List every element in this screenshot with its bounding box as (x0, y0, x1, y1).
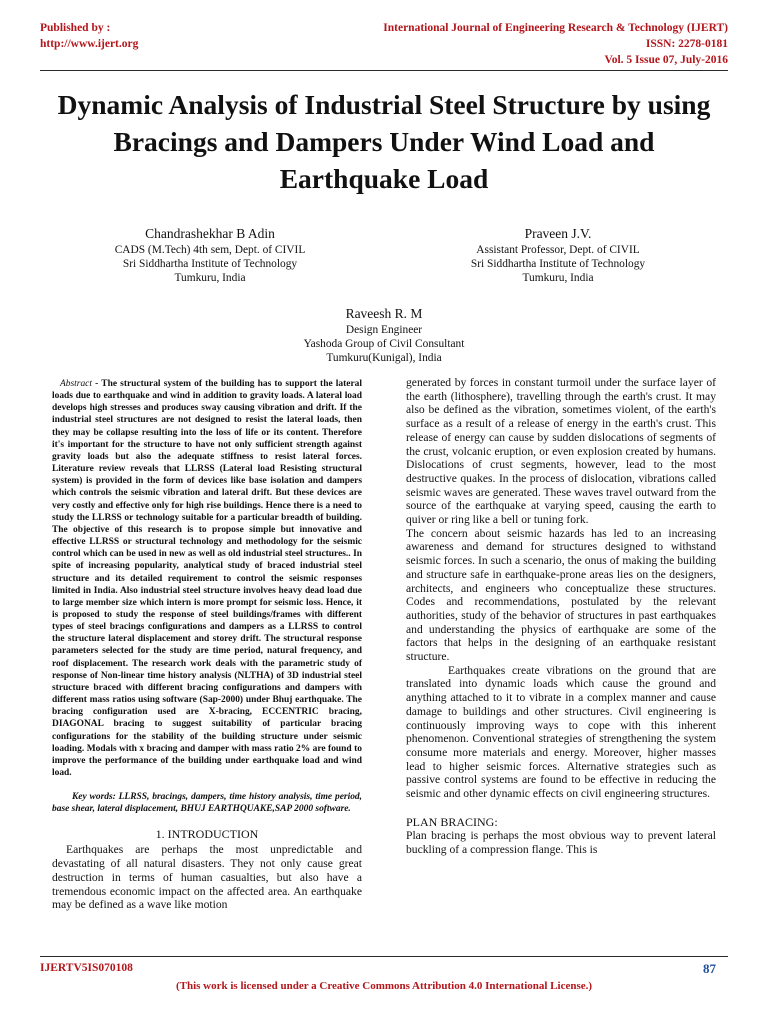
author-institution: Yashoda Group of Civil Consultant (303, 338, 465, 350)
body-paragraph: Plan bracing is perhaps the most obvious way to prevent lateral buckling of a compression flange. This is (406, 828, 716, 856)
abstract-label: Abstract (60, 379, 92, 389)
abstract (52, 378, 362, 779)
left-column (52, 378, 362, 912)
right-column (406, 376, 716, 856)
publisher-url-link[interactable]: http://www.ijert.org (40, 38, 139, 50)
author-block (60, 225, 360, 285)
publisher-label: Published by : (40, 22, 111, 34)
paper-id: IJERTV5IS070108 (40, 962, 133, 974)
intro-paragraph: Earthquakes are perhaps the most unpredictable and devastating of all natural disasters. They not only cause great destruction in terms of human casualties, but also have a tremendous economic impact on the affected area. An earthquake may be defined as a wave like motion (52, 843, 362, 912)
license-notice: (This work is licensed under a Creative Commons Attribution 4.0 International License.) (175, 980, 593, 992)
body-paragraph: Earthquakes create vibrations on the ground that are translated into dynamic loads which cause the ground and anything attached to it to vibrate in a complex manner and cause damage to buildings and other structures. Civil engineering is continuously improving ways to cope with this inherent phenomenon. Conventional strategies of strengthening the system consume more materials and energy. Moreover, higher masses lead to higher seismic forces. Alternative strategies such as passive control systems are found to be effective in reducing the seismic and other dynamic effects on civil engineering structures. (406, 663, 716, 801)
author-affiliation: CADS (M.Tech) 4th sem, Dept. of CIVIL (114, 244, 306, 256)
issn: ISSN: 2278-0181 (645, 38, 728, 50)
author-institution: Sri Siddhartha Institute of Technology (470, 258, 646, 270)
keywords: Key words: LLRSS, bracings, dampers, time history analysis, time period, base shear, lateral displacement, BHUJ EARTHQUAKE,SAP 2000 software. (52, 792, 362, 815)
author-institution: Sri Siddhartha Institute of Technology (122, 258, 298, 270)
abstract-text: - The structural system of the building has to support the lateral loads due to earthquake and wind in addition to gravity loads. A lateral load develops high stresses and produces sway causing vibration and drift. If the industrial steel structures are not designed to resist the lateral loads, then they may be collapse resulting into the loss of life or its content. Therefore it's important for the structure to have not only sufficient strength against gravity loads but also the adequate stiffness to resist lateral forces. Literature review reveals that LLRSS (Lateral load Resisting structural system) is provided in the form of devices like base isolation and dampers which controls the seismic vibration and lateral drift. But these devices are very costly and effective only for high rise buildings. Hence there is a need to study the LLRSS or technology suitable for a particular breadth of building. The objective of this research is to propose simple but innovative and effective LLRSS or structural technology and methodology for the seismic control which can be used in new as well as old industrial steel structures.. In spite of increasing popularity, analytical study of braced industrial steel structure and its detailed requirement to control the seismic responses limited in India. Also industrial steel structure involves heavy dead load due to large member size which intern is more prompt for seismic loss. Hence, it is proposed to study the response of steel buildings/frames with different types of steel bracings configurations and dampers as a LLRSS to control the structure lateral displacement and storey drift. The structural response parameters selected for the study are time period, natural frequency, and roof displacement. The research work deals with the parametric study of response of Non-linear time history analysis (NLTHA) of 3D industrial steel structure braced with different bracing configurations and dampers with different mass ratios using software (Sap-2000) under Bhuj earthquake. The bracing configuration used are X-bracing, ECCENTRIC bracing, DIAGONAL bracing to suggest suitability of particular bracing configurations for the stability of the building structure under seismic loading. Modals with x bracing and damper with mass ratio 2% are found to improve the performance of the building under earthquake load and wind load. (52, 379, 363, 778)
volume-issue: Vol. 5 Issue 07, July-2016 (604, 54, 728, 66)
author-affiliation: Assistant Professor, Dept. of CIVIL (476, 244, 640, 256)
author-name: Praveen J.V. (524, 226, 592, 241)
author-block (408, 225, 708, 285)
footer-divider (40, 956, 728, 957)
section-heading-introduction: 1. INTRODUCTION (155, 827, 259, 842)
body-paragraph: The concern about seismic hazards has led to an increasing awareness and demand for structures designed to withstand seismic forces. In such a scenario, the onus of making the building and structure safe in earthquake-prone areas lies on the designers, architects, and engineers who conceptualize these structures. Codes and recommendations, postulated by the relevant authorities, study of the behavior of structures in past earthquakes and understanding the physics of earthquake are some of the factors that helps in the designing of an earthquake resistant structure. (406, 526, 716, 664)
author-name: Chandrashekhar B Adin (145, 226, 275, 241)
header-divider (40, 70, 728, 71)
paper-title: Dynamic Analysis of Industrial Steel Structure by using Bracings and Dampers Under Wind Load and Earthquake Load (57, 89, 711, 194)
author-location: Tumkuru, India (522, 272, 594, 284)
journal-info-block (383, 20, 728, 68)
publisher-block (40, 20, 138, 52)
page-number: 87 (703, 961, 716, 976)
author-location: Tumkuru, India (174, 272, 246, 284)
body-paragraph: generated by forces in constant turmoil under the surface layer of the earth (lithosphere), travelling through the earth's crust. It may also be defined as the vibration, sometimes violent, of the earth's surface as a result of a release of energy in the earth's crust. This release of energy can cause by sudden dislocations of segments of the crust, volcanic eruption, or even explosion created by humans. Dislocations of crust segments, however, lead to the most destructive quakes. In the process of dislocation, vibrations called seismic waves are generated. These waves travel outward from the source of the earthquake at varying speed, causing the earth to quiver or ring like a bell or tuning fork. (406, 376, 716, 527)
journal-name: International Journal of Engineering Research & Technology (IJERT) (383, 22, 728, 34)
author-affiliation: Design Engineer (345, 324, 423, 336)
author-name: Raveesh R. M (345, 306, 423, 321)
author-block (234, 305, 534, 365)
author-location: Tumkuru(Kunigal), India (326, 352, 442, 364)
subsection-heading-plan-bracing: PLAN BRACING: (406, 814, 498, 829)
